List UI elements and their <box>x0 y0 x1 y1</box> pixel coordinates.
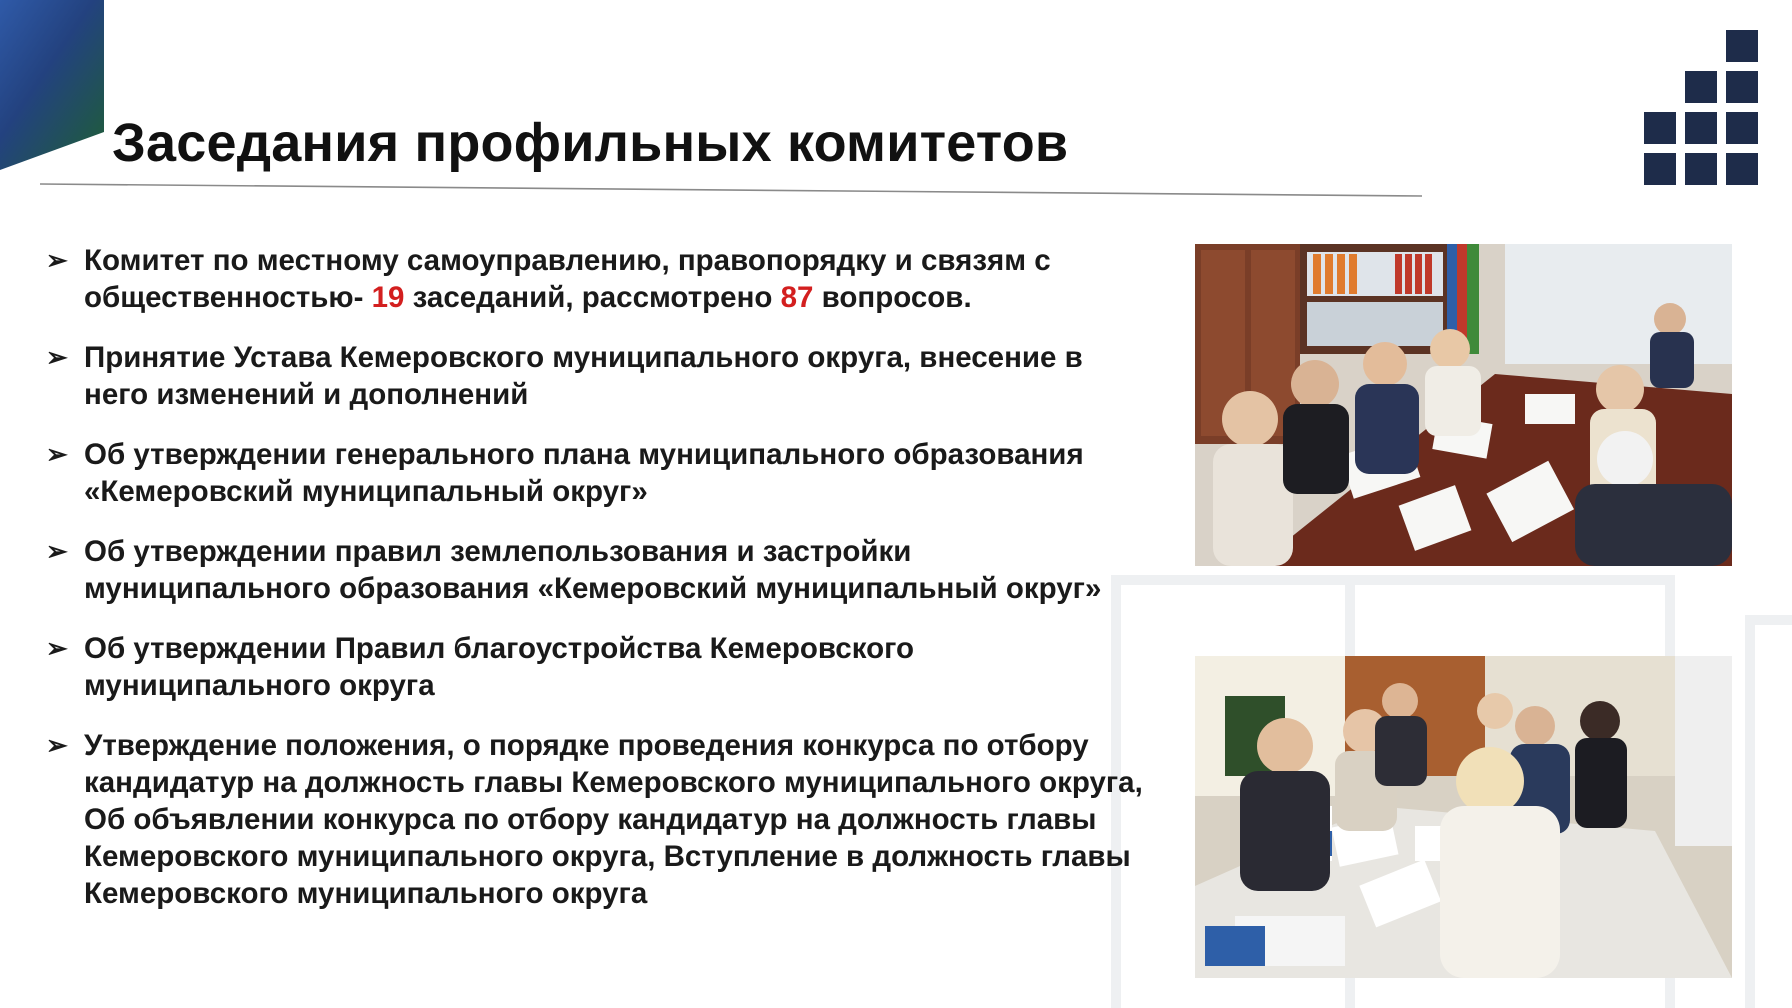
bullet-item-charter <box>46 339 1146 413</box>
corner-decoration <box>0 0 104 170</box>
bullet-arrow-icon: ➢ <box>46 536 68 566</box>
bullet-list <box>46 242 1146 935</box>
bullet-arrow-icon: ➢ <box>46 730 68 760</box>
bullet-text: Принятие Устава Кемеровского муниципального округа, внесение в него изменений и дополнений <box>84 341 1083 411</box>
council-logo <box>1640 30 1758 186</box>
bullet-text: вопросов. <box>813 281 972 314</box>
bullet-text: заседаний, рассмотрено <box>404 281 781 314</box>
bullet-arrow-icon: ➢ <box>46 633 68 663</box>
bullet-item-land-use <box>46 533 1146 607</box>
bullet-item-head-selection <box>46 727 1146 912</box>
bullet-item-improvement-rules <box>46 630 1146 704</box>
bullet-text: Комитет по местному самоуправлению, правопорядку и связям с общественностью- <box>84 244 1051 314</box>
bullet-arrow-icon: ➢ <box>46 245 68 275</box>
meetings-count: 19 <box>371 281 405 314</box>
bullet-item-committee <box>46 242 1146 316</box>
bullet-text: Об утверждении генерального плана муниципального образования «Кемеровский муниципальный округ» <box>84 438 1084 508</box>
bullet-arrow-icon: ➢ <box>46 342 68 372</box>
meeting-photo-1 <box>1195 244 1732 566</box>
page-title: Заседания профильных комитетов <box>112 113 1069 173</box>
title-divider <box>40 180 1422 198</box>
bullet-arrow-icon: ➢ <box>46 439 68 469</box>
bullet-text: Утверждение положения, о порядке проведения конкурса по отбору кандидатур на должность главы Кемеровского муниципального округа, Об объявлении конкурса по отбору кандидатур на должность главы Кемеровского муниципального округа, Вступление в должность главы Кемеровского муниципального округа <box>84 729 1143 910</box>
bullet-item-general-plan <box>46 436 1146 510</box>
meeting-photo-2 <box>1195 656 1732 978</box>
bullet-text: Об утверждении Правил благоустройства Кемеровского муниципального округа <box>84 632 915 702</box>
questions-count: 87 <box>780 281 814 314</box>
bullet-text: Об утверждении правил землепользования и застройки муниципального образования «Кемеровский муниципальный округ» <box>84 535 1102 605</box>
